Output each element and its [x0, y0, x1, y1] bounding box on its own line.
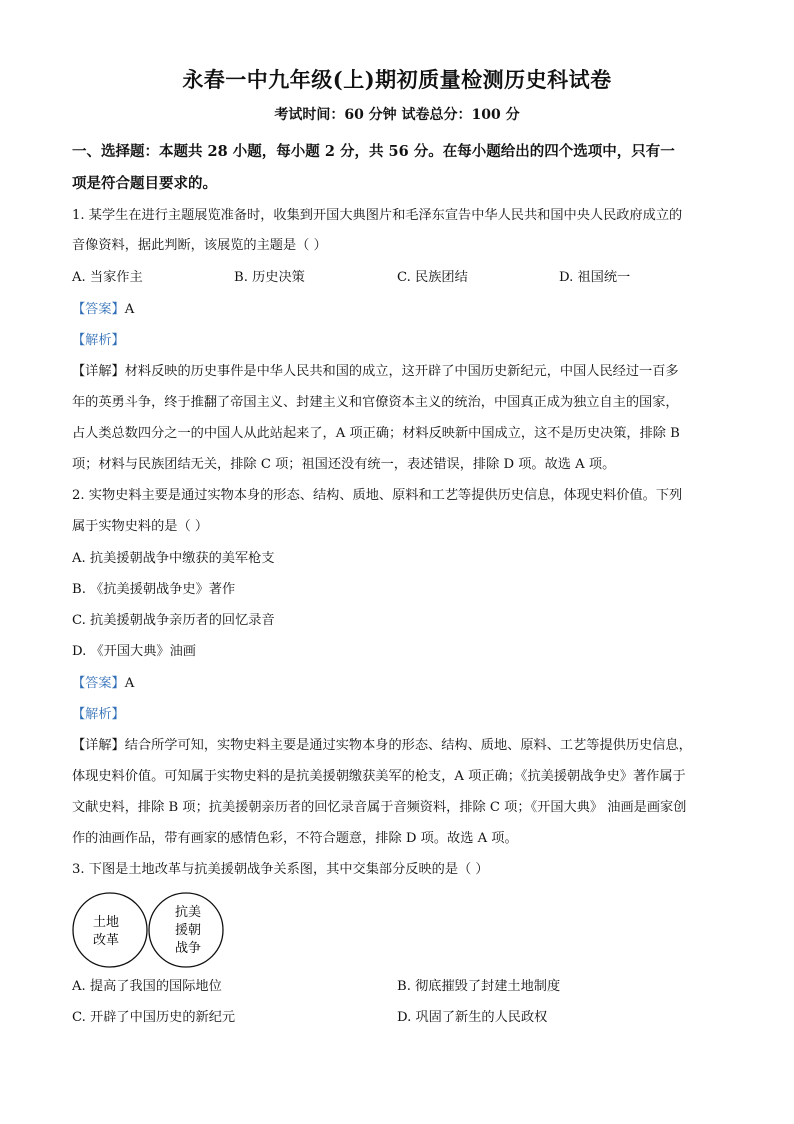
q3-option-d: D. 巩固了新生的人民政权 — [397, 1010, 548, 1025]
q1-option-a: A. 当家作主 — [72, 270, 143, 285]
detail-tag: 【详解】 — [72, 364, 125, 379]
exam-info: 考试时间：60 分钟 试卷总分：100 分 — [274, 107, 520, 123]
page-title: 永春一中九年级(上)期初质量检测历史科试卷 — [182, 67, 612, 92]
venn-right-line-2: 援朝 — [174, 923, 202, 938]
venn-right-line-3: 战争 — [174, 941, 202, 956]
q3-option-b: B. 彻底摧毁了封建土地制度 — [397, 979, 561, 994]
q1-detail-text: 材料反映的历史事件是中华人民共和国的成立，这开辟了中国历史新纪元，中国人民经过一百多 — [124, 364, 679, 379]
q1-stem-line-1: 1. 某学生在进行主题展览准备时，收集到开国大典图片和毛泽东宣告中华人民共和国中央人民政府成立的 — [72, 208, 683, 223]
q1-detail-line-3: 占人类总数四分之一的中国人从此站起来了，A 项正确；材料反映新中国成立，这不是历史决策，排除 B — [72, 426, 680, 441]
q2-detail-line-4: 作的油画作品，带有画家的感情色彩，不符合题意，排除 D 项。故选 A 项。 — [72, 831, 518, 846]
q2-detail-line-1 — [72, 734, 692, 753]
section-heading-line-2: 项是符合题目要求的。 — [72, 175, 217, 192]
q3-option-c: C. 开辟了中国历史的新纪元 — [72, 1010, 236, 1025]
q2-detail-line-2: 体现史料价值。可知属于实物史料的是抗美援朝缴获美军的枪支，A 项正确；《抗美援朝战争史》著作属于 — [72, 769, 686, 784]
q2-option-d: D. 《开国大典》油画 — [72, 644, 196, 659]
q2-detail-text: 结合所学可知，实物史料主要是通过实物本身的形态、结构、质地、原料、工艺等提供历史信息， — [124, 738, 692, 753]
detail-tag: 【详解】 — [72, 738, 125, 753]
q2-answer-value: A — [124, 676, 135, 691]
q2-stem-line-2: 属于实物史料的是（ ） — [72, 519, 209, 534]
q2-answer — [72, 672, 134, 691]
q1-analysis-tag — [72, 329, 125, 348]
venn-left-line-1: 土地 — [92, 915, 120, 930]
q2-analysis-tag — [72, 703, 125, 722]
q2-stem-line-1: 2. 实物史料主要是通过实物本身的形态、结构、质地、原料和工艺等提供历史信息，体现史料价值。下列 — [72, 488, 683, 503]
q1-option-c: C. 民族团结 — [397, 270, 468, 285]
venn-right-line-1: 抗美 — [174, 905, 202, 920]
q1-option-b: B. 历史决策 — [234, 270, 305, 285]
venn-left-line-2: 改革 — [92, 933, 120, 948]
q1-detail-line-4: 项；材料与民族团结无关，排除 C 项；祖国还没有统一，表述错误，排除 D 项。故选 A 项。 — [72, 457, 616, 472]
venn-diagram — [70, 890, 230, 970]
q1-detail-line-1 — [72, 360, 679, 379]
q2-detail-line-3: 文献史料，排除 B 项；抗美援朝亲历者的回忆录音属于音频资料，排除 C 项；《开国大典》 油画是画家创 — [72, 800, 687, 815]
q3-stem: 3. 下图是土地改革与抗美援朝战争关系图，其中交集部分反映的是（ ） — [72, 862, 489, 877]
q1-detail-line-2: 年的英勇斗争，终于推翻了帝国主义、封建主义和官僚资本主义的统治，中国真正成为独立自主的国家， — [72, 395, 679, 410]
answer-tag: 【答案】 — [72, 302, 125, 317]
answer-tag: 【答案】 — [72, 676, 125, 691]
venn-circle-left — [73, 893, 147, 967]
q3-option-a: A. 提高了我国的国际地位 — [72, 979, 222, 994]
q1-answer-value: A — [124, 302, 135, 317]
q1-answer — [72, 298, 134, 317]
q2-option-a: A. 抗美援朝战争中缴获的美军枪支 — [72, 551, 275, 566]
analysis-tag: 【解析】 — [72, 333, 125, 348]
q2-option-b: B. 《抗美援朝战争史》著作 — [72, 582, 236, 597]
analysis-tag: 【解析】 — [72, 707, 125, 722]
q1-stem-line-2: 音像资料，据此判断，该展览的主题是（ ） — [72, 238, 327, 253]
section-heading-line-1: 一、选择题：本题共 28 小题，每小题 2 分，共 56 分。在每小题给出的四个选项中，只有一 — [72, 143, 675, 160]
q2-option-c: C. 抗美援朝战争亲历者的回忆录音 — [72, 613, 275, 628]
q1-option-d: D. 祖国统一 — [559, 270, 631, 285]
